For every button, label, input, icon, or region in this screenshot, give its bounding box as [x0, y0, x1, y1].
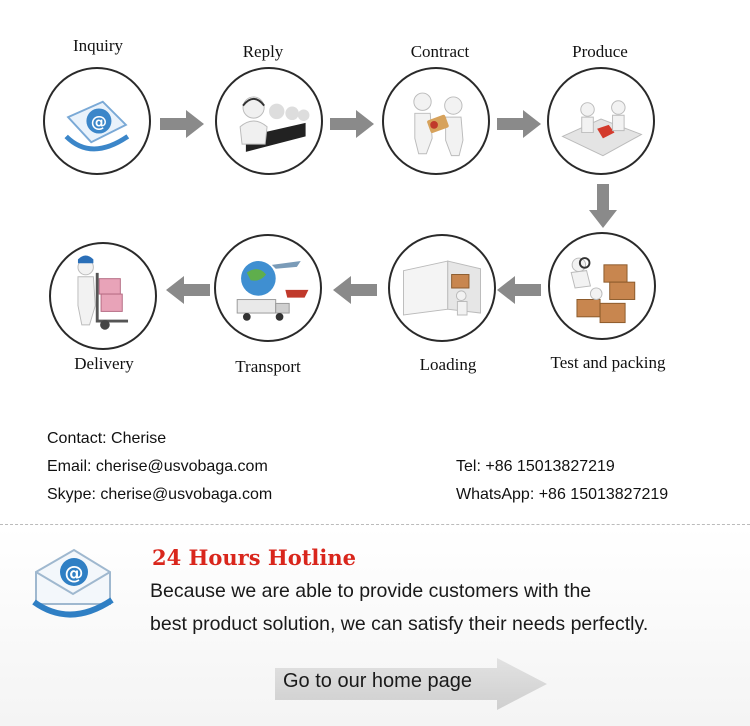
- contact-email: Email: cherise@usvobaga.com: [47, 458, 268, 475]
- contact-skype: Skype: cherise@usvobaga.com: [47, 486, 273, 503]
- hotline-text-line2: best product solution, we can satisfy their needs perfectly.: [150, 613, 649, 635]
- step-label-inquiry: Inquiry: [72, 36, 124, 55]
- dashed-divider: [0, 524, 750, 525]
- arrow-left-icon: [497, 276, 541, 304]
- arrow-left-icon: [333, 276, 377, 304]
- arrow-left-icon: [166, 276, 210, 304]
- globe-transport-icon: [214, 234, 322, 342]
- truck-loading-icon: [388, 234, 496, 342]
- step-label-contract: Contract: [410, 42, 470, 61]
- arrow-right-icon: [497, 110, 541, 138]
- home-page-button[interactable]: [275, 658, 547, 710]
- step-label-delivery: Delivery: [74, 354, 134, 373]
- svg-text:@: @: [64, 562, 84, 584]
- call-center-icon: [215, 67, 323, 175]
- hotline-text-line1: Because we are able to provide customers with the: [150, 580, 592, 602]
- arrow-right-icon: [330, 110, 374, 138]
- contact-tel: Tel: +86 15013827219: [456, 458, 615, 475]
- step-label-test-packing: Test and packing: [550, 353, 666, 372]
- step-label-loading: Loading: [419, 355, 477, 374]
- hand-truck-delivery-icon: [49, 242, 157, 350]
- contact-name: Contact: Cherise: [47, 430, 167, 447]
- home-page-button-label: Go to our home page: [283, 670, 473, 692]
- arrow-right-icon: [160, 110, 204, 138]
- handshake-contract-icon: [382, 67, 490, 175]
- boxes-packing-icon: [548, 232, 656, 340]
- email-at-icon: [43, 67, 151, 175]
- step-label-transport: Transport: [235, 357, 301, 376]
- puzzle-team-icon: [547, 67, 655, 175]
- svg-text:@: @: [90, 111, 108, 131]
- contact-whatsapp: WhatsApp: +86 15013827219: [456, 486, 669, 503]
- arrow-down-icon: [589, 184, 617, 228]
- hotline-title: 24 Hours Hotline: [152, 545, 356, 570]
- step-label-reply: Reply: [242, 42, 284, 61]
- step-label-produce: Produce: [572, 42, 628, 61]
- email-envelope-icon: [30, 542, 116, 622]
